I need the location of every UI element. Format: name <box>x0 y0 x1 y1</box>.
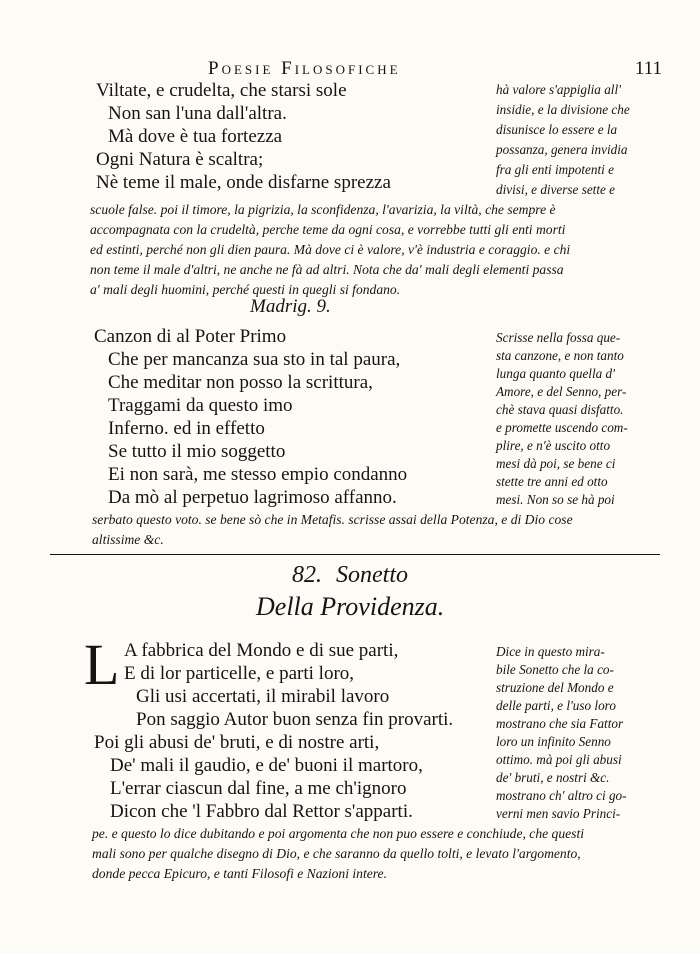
verse-line: Dicon che 'l Fabbro dal Rettor s'apparti. <box>110 801 413 822</box>
side-note-line: plire, e n'è uscito otto <box>496 438 611 453</box>
commentary-line: mali sono per qualche disegno di Dio, e che saranno da quello tolti, e levato l'argomento, <box>92 846 581 861</box>
section-divider <box>50 554 660 555</box>
commentary-line: donde pecca Epicuro, e tanti Filosofi e Nazioni intere. <box>92 866 387 881</box>
side-note-line: sta canzone, e non tanto <box>496 348 624 363</box>
side-note-line: disunisce lo essere e la <box>496 122 618 137</box>
sonnet-subtitle: Della Providenza. <box>256 592 445 621</box>
side-note-line: bile Sonetto che la co- <box>496 662 614 677</box>
side-note-line: struzione del Mondo e <box>496 680 614 695</box>
verse-line: E di lor particelle, e parti loro, <box>124 663 355 684</box>
verse-line: Che per mancanza sua sto in tal paura, <box>108 349 401 370</box>
commentary-line: non teme il male d'altri, ne anche ne fà ad altri. Nota che da' mali degli elementi passa <box>90 262 564 277</box>
drop-cap-initial: L <box>84 632 120 697</box>
commentary-line: pe. e questo lo dice dubitando e poi argomenta che non puo essere e conchiude, che questi <box>92 826 585 841</box>
verse-line: Nè teme il male, onde disfarne sprezza <box>96 172 391 193</box>
side-note-line: insidie, e la divisione che <box>496 102 630 117</box>
verse-line: Da mò al perpetuo lagrimoso affanno. <box>108 487 397 508</box>
verse-line: Ogni Natura è scaltra; <box>96 149 264 170</box>
side-note-line: hà valore s'appiglia all' <box>496 82 621 97</box>
verse-line: A fabbrica del Mondo e di sue parti, <box>124 640 399 661</box>
verse-line: Canzon di al Poter Primo <box>94 326 287 347</box>
side-note-line: divisi, e diverse sette e <box>496 182 616 197</box>
sonnet-number: 82. <box>292 562 322 588</box>
side-note-line: e promette uscendo com- <box>496 420 628 435</box>
side-note-line: fra gli enti impotenti e <box>496 162 614 177</box>
side-note-line: de' bruti, e nostri &c. <box>496 770 610 785</box>
verse-line: Non san l'una dall'altra. <box>108 103 287 124</box>
commentary-line: ed estinti, perché non gli dien paura. Mà dove ci è valore, v'è industria e coraggio. e chi <box>90 242 571 257</box>
madrigal-title: Madrig. 9. <box>250 296 331 317</box>
commentary-line: serbato questo voto. se bene sò che in Metafis. scrisse assai della Potenza, e di Dio cose <box>92 512 573 527</box>
verse-line: L'errar ciascun dal fine, a me ch'ignoro <box>110 778 407 799</box>
running-title: Poesie Filosofiche <box>208 58 401 79</box>
sonnet-label: Sonetto <box>336 562 408 588</box>
side-note-line: lunga quanto quella d' <box>496 366 615 381</box>
side-note-line: ottimo. mà poi gli abusi <box>496 752 622 767</box>
side-note-line: mostrano che sia Fattor <box>496 716 624 731</box>
commentary-line: accompagnata con la crudeltà, perche teme da ogni cosa, e vorrebbe tutti gli enti morti <box>90 222 566 237</box>
verse-line: Inferno. ed in effetto <box>108 418 265 439</box>
verse-line: Traggami da questo imo <box>108 395 293 416</box>
verse-line: Poi gli abusi de' bruti, e di nostre arti, <box>94 732 380 753</box>
verse-line: De' mali il gaudio, e de' buoni il martoro, <box>110 755 423 776</box>
sonnet-heading <box>292 562 408 589</box>
side-note-line: Dice in questo mira- <box>496 644 605 659</box>
commentary-line: altissime &c. <box>92 532 164 547</box>
side-note-line: mesi. Non so se hà poi <box>496 492 615 507</box>
verse-line: Se tutto il mio soggetto <box>108 441 286 462</box>
verse-line: Mà dove è tua fortezza <box>108 126 283 147</box>
verse-line: Viltate, e crudelta, che starsi sole <box>96 80 347 101</box>
page-number: 111 <box>634 58 662 79</box>
side-note-line: chè stava quasi disfatto. <box>496 402 624 417</box>
side-note-line: stette tre anni ed otto <box>496 474 608 489</box>
side-note-line: verni men savio Princi- <box>496 806 621 821</box>
verse-line: Pon saggio Autor buon senza fin provarti. <box>136 709 454 730</box>
commentary-line: scuole false. poi il timore, la pigrizia, la sconfidenza, l'avarizia, la viltà, che sempre è <box>90 202 556 217</box>
verse-line: Ei non sarà, me stesso empio condanno <box>108 464 408 485</box>
side-note-line: delle parti, e l'uso loro <box>496 698 616 713</box>
side-note-line: loro un infinito Senno <box>496 734 611 749</box>
verse-line: Gli usi accertati, il mirabil lavoro <box>136 686 390 707</box>
side-note-line: possanza, genera invidia <box>496 142 628 157</box>
verse-line: Che meditar non posso la scrittura, <box>108 372 373 393</box>
side-note-line: Scrisse nella fossa que- <box>496 330 621 345</box>
side-note-line: mostrano ch' altro ci go- <box>496 788 627 803</box>
commentary-line: a' mali degli huomini, perché questi in quegli si fondano. <box>90 282 401 297</box>
side-note-line: mesi dà poi, se bene ci <box>496 456 616 471</box>
side-note-line: Amore, e del Senno, per- <box>496 384 627 399</box>
